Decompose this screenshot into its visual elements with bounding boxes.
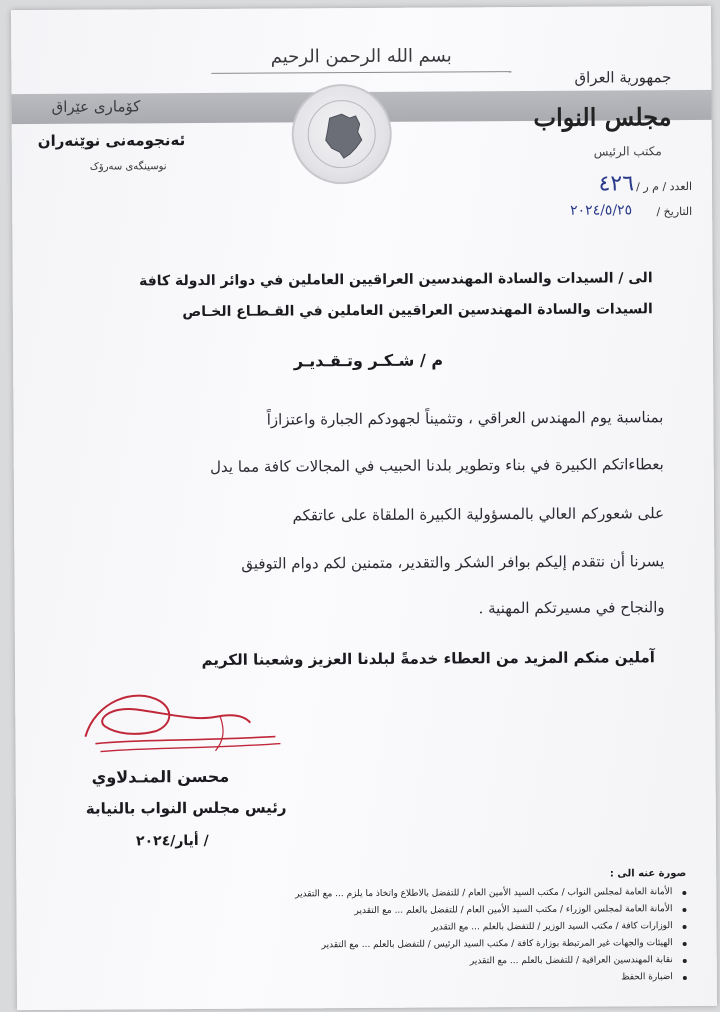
kurdish-council: ئەنجومەنی نوێنەران [37,131,186,150]
signatory-title: رئيس مجلس النواب بالنيابة [85,798,287,818]
bullet-icon [683,942,687,946]
copies-item: نقابة المهندسين العراقية / للتفضل بالعلم ... مع التقدير [127,952,687,972]
bullet-icon [683,959,687,963]
bullet-icon [682,908,686,912]
iraq-map-emblem-icon [291,84,392,185]
subject: م / شـكـر وتـقـديـر [293,350,444,371]
arabic-letterhead [411,6,672,168]
body-line: والنجاح في مسيرتكم المهنية . [478,598,665,618]
signatory-name: محسن المنـدلاوي [91,766,230,787]
copies-list [126,884,687,989]
recipient-line-2: السيدات والسادة المهندسين العراقيين العاملين في القـطـاع الخـاص [182,301,653,321]
iraq-map-icon [316,108,372,164]
copies-item: اضبارة الحفظ [127,969,687,989]
copies-item: الوزارات كافة / مكتب السيد الوزير / للتفضل بالعلم ... مع التقدير [127,918,687,938]
bullet-icon [683,925,687,929]
reference-number: ٤٢٦ [598,171,635,197]
body-line: على شعوركم العالي بالمسؤولية الكبيرة الملقاة على عاتقكم [292,504,665,525]
body-line: يسرنا أن نتقدم إليكم بوافر الشكر والتقدير، متمنين لكم دوام التوفيق [241,552,665,573]
reference-date-label: التاريخ / [656,204,693,219]
bismillah: بسم الله الرحمن الرحيم [270,45,452,68]
bullet-icon [682,891,686,895]
bullet-icon [683,976,687,980]
copies-item: الأمانة العامة لمجلس النواب / مكتب السيد الأمين العام / للتفضل بالاطلاع واتخاذ ما يلزم ... مع التقدير [126,884,686,904]
copies-title: صورة عنه الى : [609,868,687,880]
closing-line: آملين منكم المزيد من العطاء خدمةً لبلدنا العزيز وشعبنا الكريم [201,648,655,669]
letter-page [11,6,717,1010]
reference-date: ٢٠٢٤/٥/٢٥ [570,202,633,219]
recipient-line-1: الى / السيدات والسادة المهندسين العراقيين العاملين في دوائر الدولة كافة [139,270,653,290]
kurdish-office: نوسینگەی سەرۆک [89,161,167,173]
body-line: بعطاءاتكم الكبيرة في بناء وتطوير بلدنا الحبيب في المجالات كافة مما يدل [210,455,664,476]
body-line: بمناسبة يوم المهندس العراقي ، وتثميناً لجهودكم الجبارة واعتزازاً [266,408,664,429]
signature-date: / أيار/٢٠٢٤ [135,832,209,850]
kurdish-country: كۆماری عێراق [51,97,141,116]
reference-number-label: العدد / م ر / [636,179,693,194]
arabic-country: جمهورية العراق [574,68,672,87]
copies-item: الأمانة العامة لمجلس الوزراء / مكتب السيد الأمين العام / للتفضل بالعلم ... مع التقدير [126,901,686,921]
handwritten-signature [75,680,296,771]
arabic-office: مكتب الرئيس [593,144,662,159]
copies-item: الهيئات والجهات غير المرتبطة بوزارة كافة / مكتب السيد الرئيس / للتفضل بالعلم ... مع التقدير [127,935,687,955]
arabic-council: مجلس النواب [533,102,672,132]
